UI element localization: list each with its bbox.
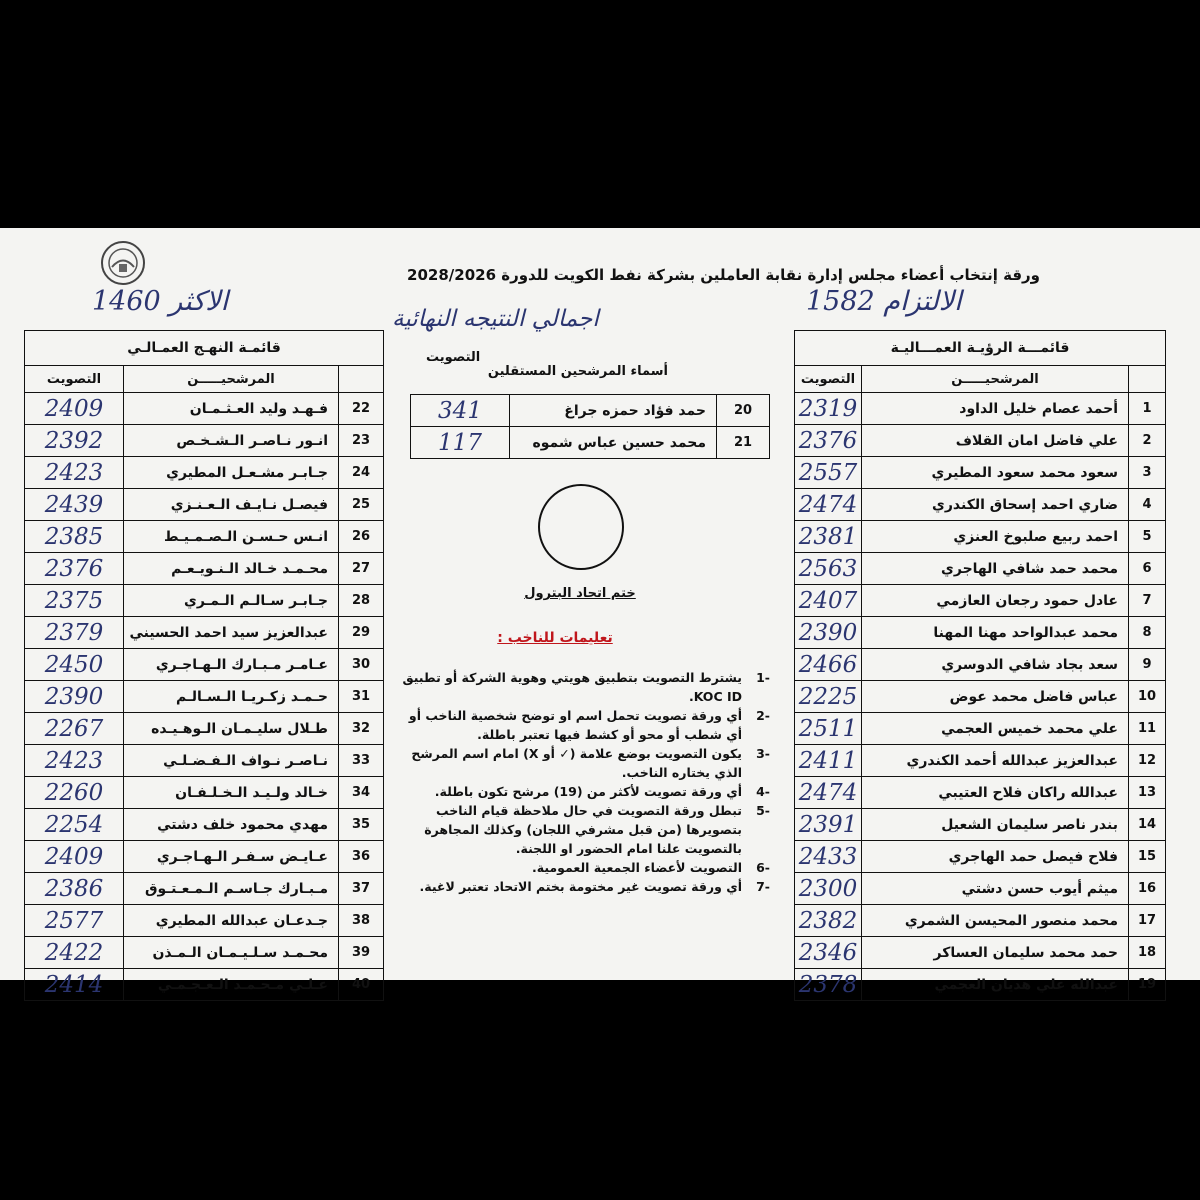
handwritten-votes: 2422 xyxy=(25,937,124,969)
candidate-name: أحمد عصام خليل الداود xyxy=(862,393,1129,425)
candidate-row xyxy=(795,553,1166,585)
candidate-name: طـلال سليـمـان الـوهـيـده xyxy=(124,713,339,745)
handwritten-votes: 2423 xyxy=(25,457,124,489)
candidate-number: 5 xyxy=(1129,521,1166,553)
handwritten-votes: 2577 xyxy=(25,905,124,937)
left-list-title: قائمـة النهـج العمـالـي xyxy=(25,331,384,366)
handwritten-votes: 2300 xyxy=(795,873,862,905)
candidate-row xyxy=(795,873,1166,905)
candidate-number: 11 xyxy=(1129,713,1166,745)
candidate-name: سعد بجاد شافي الدوسري xyxy=(862,649,1129,681)
handwritten-votes: 2474 xyxy=(795,489,862,521)
candidate-number: 30 xyxy=(339,649,384,681)
candidate-number: 12 xyxy=(1129,745,1166,777)
candidate-name: جـابـر سـالـم الـمـري xyxy=(124,585,339,617)
independents-col-names: أسماء المرشحين المستقلين xyxy=(487,364,668,379)
handwritten-votes: 2346 xyxy=(795,937,862,969)
handwritten-votes: 2386 xyxy=(25,873,124,905)
handwritten-votes: 2511 xyxy=(795,713,862,745)
candidate-name: خـالد ولـيـد الـخـلـفـان xyxy=(124,777,339,809)
right-list-title: قائمـــة الرؤيـة العمـــاليـة xyxy=(795,331,1166,366)
union-logo xyxy=(100,240,146,286)
candidate-name: عادل حمود رجعان العازمي xyxy=(862,585,1129,617)
candidate-row xyxy=(795,777,1166,809)
handwritten-votes: 2378 xyxy=(795,969,862,1001)
candidate-name: بندر ناصر سليمان الشعيل xyxy=(862,809,1129,841)
candidate-name: سعود محمد سعود المطيري xyxy=(862,457,1129,489)
candidate-name: محمد حسين عباس شموه xyxy=(510,427,717,459)
candidate-row xyxy=(795,905,1166,937)
handwritten-votes: 2423 xyxy=(25,745,124,777)
candidate-row xyxy=(25,937,384,969)
instruction-item xyxy=(392,706,770,744)
ballot-title: ورقة إنتخاب أعضاء مجلس إدارة نقابة العاملين بشركة نفط الكويت للدورة 2028/2026 xyxy=(407,266,1040,284)
candidate-number: 27 xyxy=(339,553,384,585)
candidate-row xyxy=(795,425,1166,457)
candidate-row xyxy=(25,905,384,937)
instruction-item xyxy=(392,801,770,858)
left-handwritten-total: 1460 الاكثر xyxy=(92,286,229,317)
candidate-row xyxy=(411,427,770,459)
stamp-circle xyxy=(538,484,624,570)
candidate-name: عـامـر مـبـارك الـهـاجـري xyxy=(124,649,339,681)
candidate-row xyxy=(25,745,384,777)
candidate-row xyxy=(25,393,384,425)
instruction-item xyxy=(392,744,770,782)
handwritten-votes: 2375 xyxy=(25,585,124,617)
handwritten-votes: 2450 xyxy=(25,649,124,681)
candidate-number: 2 xyxy=(1129,425,1166,457)
instruction-number: -7 xyxy=(756,879,770,894)
instruction-text: يكون التصويت بوضع علامة (✓ أو X) امام اسم المرشح الذي يختاره الناخب. xyxy=(411,746,742,780)
instruction-item xyxy=(392,858,770,877)
candidate-row xyxy=(25,521,384,553)
candidate-row xyxy=(795,457,1166,489)
candidate-name: علي محمد خميس العجمي xyxy=(862,713,1129,745)
candidate-name: عبدالله راكان فلاح العتيبي xyxy=(862,777,1129,809)
instruction-item xyxy=(392,668,770,706)
instruction-text: التصويت لأعضاء الجمعية العمومية. xyxy=(532,860,742,875)
handwritten-votes: 2319 xyxy=(795,393,862,425)
candidate-row xyxy=(25,425,384,457)
instructions-title: تعليمات للناخب : xyxy=(497,630,613,646)
candidate-name: ضاري احمد إسحاق الكندري xyxy=(862,489,1129,521)
candidate-row xyxy=(25,809,384,841)
candidate-number: 13 xyxy=(1129,777,1166,809)
candidate-name: عبدالعزيز سيد احمد الحسيني xyxy=(124,617,339,649)
handwritten-votes: 2392 xyxy=(25,425,124,457)
handwritten-votes: 2391 xyxy=(795,809,862,841)
handwritten-votes: 2382 xyxy=(795,905,862,937)
handwritten-votes: 2390 xyxy=(795,617,862,649)
handwritten-votes: 2563 xyxy=(795,553,862,585)
candidate-name: ميثم أيوب حسن دشتي xyxy=(862,873,1129,905)
candidate-row xyxy=(795,393,1166,425)
handwritten-votes: 2466 xyxy=(795,649,862,681)
candidate-row xyxy=(795,521,1166,553)
handwritten-votes: 2260 xyxy=(25,777,124,809)
candidate-row xyxy=(795,745,1166,777)
candidate-name: احمد ربيع صلبوخ العنزي xyxy=(862,521,1129,553)
left-col-votes: التصويت xyxy=(25,366,124,393)
candidate-name: عبدالعزيز عبدالله أحمد الكندري xyxy=(862,745,1129,777)
handwritten-votes: 2409 xyxy=(25,841,124,873)
candidate-row xyxy=(795,713,1166,745)
right-handwritten-total: 1582 الالتزام xyxy=(806,286,962,317)
candidate-row xyxy=(795,649,1166,681)
candidate-row xyxy=(795,681,1166,713)
handwritten-votes: 117 xyxy=(411,427,510,459)
instruction-number: -4 xyxy=(756,784,770,799)
handwritten-votes: 2407 xyxy=(795,585,862,617)
candidate-name: حـمـد زكـريـا الـسـالـم xyxy=(124,681,339,713)
candidate-number: 22 xyxy=(339,393,384,425)
candidate-name: مـبـارك جـاسـم الـمـعـتـوق xyxy=(124,873,339,905)
instruction-text: تبطل ورقة التصويت في حال ملاحظة قيام الناخب بتصويرها (من قبل مشرفي اللجان) وكذلك المجاهرة بالتصويت علنا امام الحضور او اللجنة. xyxy=(424,803,742,856)
right-list-table xyxy=(794,330,1166,1001)
candidate-number: 32 xyxy=(339,713,384,745)
handwritten-votes: 2414 xyxy=(25,969,124,1001)
candidate-row xyxy=(795,937,1166,969)
candidate-number: 18 xyxy=(1129,937,1166,969)
candidate-name: علي فاضل امان القلاف xyxy=(862,425,1129,457)
handwritten-votes: 2381 xyxy=(795,521,862,553)
candidate-name: محمد حمد شافي الهاجري xyxy=(862,553,1129,585)
candidate-name: فـهـد وليد العـثـمـان xyxy=(124,393,339,425)
handwritten-votes: 2390 xyxy=(25,681,124,713)
candidate-number: 20 xyxy=(717,395,770,427)
instruction-item xyxy=(392,782,770,801)
candidate-row xyxy=(25,681,384,713)
instruction-number: -6 xyxy=(756,860,770,875)
candidate-number: 15 xyxy=(1129,841,1166,873)
left-list-table xyxy=(24,330,384,1001)
candidate-number: 3 xyxy=(1129,457,1166,489)
candidate-row xyxy=(795,969,1166,1001)
handwritten-votes: 2385 xyxy=(25,521,124,553)
candidate-name: انـور نـاصـر الـشـخـص xyxy=(124,425,339,457)
candidate-name: حمد محمد سليمان العساكر xyxy=(862,937,1129,969)
instruction-text: يشترط التصويت بتطبيق هويتي وهوية الشركة أو تطبيق KOC ID. xyxy=(402,670,742,704)
candidate-number: 23 xyxy=(339,425,384,457)
handwritten-final-note: اجمالي النتيجه النهائية xyxy=(392,306,599,332)
right-col-votes: التصويت xyxy=(795,366,862,393)
independents-header xyxy=(398,346,778,392)
handwritten-votes: 2376 xyxy=(25,553,124,585)
candidate-number: 8 xyxy=(1129,617,1166,649)
candidate-number: 25 xyxy=(339,489,384,521)
candidate-row xyxy=(25,841,384,873)
candidate-number: 1 xyxy=(1129,393,1166,425)
candidate-number: 37 xyxy=(339,873,384,905)
candidate-name: محـمـد خـالد الـنـويـعـم xyxy=(124,553,339,585)
handwritten-votes: 2433 xyxy=(795,841,862,873)
candidate-name: نـاصـر نـواف الـفـضـلـي xyxy=(124,745,339,777)
candidate-row xyxy=(25,873,384,905)
candidate-number: 40 xyxy=(339,969,384,1001)
candidate-row xyxy=(795,841,1166,873)
candidate-row xyxy=(25,457,384,489)
candidate-number: 24 xyxy=(339,457,384,489)
candidate-name: عباس فاضل محمد عوض xyxy=(862,681,1129,713)
candidate-number: 36 xyxy=(339,841,384,873)
handwritten-votes: 2409 xyxy=(25,393,124,425)
candidate-number: 35 xyxy=(339,809,384,841)
candidate-name: جـدعـان عبدالله المطيري xyxy=(124,905,339,937)
candidate-row xyxy=(795,489,1166,521)
handwritten-votes: 2474 xyxy=(795,777,862,809)
candidate-name: عـايـض سـفـر الـهـاجـري xyxy=(124,841,339,873)
handwritten-votes: 2254 xyxy=(25,809,124,841)
candidate-row xyxy=(795,617,1166,649)
candidate-number: 33 xyxy=(339,745,384,777)
candidate-row xyxy=(25,553,384,585)
instructions-list xyxy=(392,668,770,896)
handwritten-votes: 2379 xyxy=(25,617,124,649)
candidate-number: 17 xyxy=(1129,905,1166,937)
candidate-number: 29 xyxy=(339,617,384,649)
candidate-row xyxy=(25,617,384,649)
candidate-number: 19 xyxy=(1129,969,1166,1001)
candidate-row xyxy=(25,777,384,809)
candidate-name: فيصـل نـايـف الـعـنـزي xyxy=(124,489,339,521)
handwritten-votes: 2439 xyxy=(25,489,124,521)
instruction-text: أي ورقة تصويت لأكثر من (19) مرشح تكون باطلة. xyxy=(434,784,742,799)
right-col-candidates: المرشحيـــــن xyxy=(862,366,1129,393)
candidate-name: مهدي محمود خلف دشتي xyxy=(124,809,339,841)
candidate-name: عبدالله علي هديان العجمي xyxy=(862,969,1129,1001)
handwritten-votes: 2267 xyxy=(25,713,124,745)
stamp-label: ختم اتحاد البترول xyxy=(524,586,636,601)
candidate-name: انـس حـسـن الـصـمـيـط xyxy=(124,521,339,553)
candidate-row xyxy=(795,809,1166,841)
handwritten-votes: 2225 xyxy=(795,681,862,713)
instruction-text: أي ورقة تصويت تحمل اسم او توضح شخصية الناخب أو أي شطب أو محو أو كشط فيها تعتبر باطلة. xyxy=(408,708,742,742)
candidate-name: محـمـد سـلـيـمـان الـمـذن xyxy=(124,937,339,969)
candidate-name: حمد فؤاد حمزه جراغ xyxy=(510,395,717,427)
candidate-row xyxy=(411,395,770,427)
candidate-number: 31 xyxy=(339,681,384,713)
candidate-number: 6 xyxy=(1129,553,1166,585)
independents-table xyxy=(410,394,770,459)
candidate-number: 7 xyxy=(1129,585,1166,617)
candidate-name: فلاح فيصل حمد الهاجري xyxy=(862,841,1129,873)
candidate-number: 21 xyxy=(717,427,770,459)
candidate-number: 16 xyxy=(1129,873,1166,905)
candidate-row xyxy=(25,713,384,745)
candidate-row xyxy=(25,649,384,681)
candidate-name: عـلـي مـحـمـد الـعـجـمـي xyxy=(124,969,339,1001)
candidate-name: محمد منصور المحيسن الشمري xyxy=(862,905,1129,937)
left-col-candidates: المرشحيـــــن xyxy=(124,366,339,393)
instruction-text: أي ورقة تصويت غير مختومة بختم الاتحاد تعتبر لاغية. xyxy=(419,879,742,894)
candidate-number: 4 xyxy=(1129,489,1166,521)
instruction-number: -3 xyxy=(756,746,770,761)
candidate-number: 14 xyxy=(1129,809,1166,841)
candidate-number: 26 xyxy=(339,521,384,553)
instruction-number: -5 xyxy=(756,803,770,818)
instruction-item xyxy=(392,877,770,896)
independents-col-votes: التصويت xyxy=(426,350,481,365)
candidate-number: 10 xyxy=(1129,681,1166,713)
candidate-row xyxy=(25,969,384,1001)
candidate-number: 34 xyxy=(339,777,384,809)
candidate-number: 9 xyxy=(1129,649,1166,681)
candidate-name: محمد عبدالواحد مهنا المهنا xyxy=(862,617,1129,649)
candidate-name: جـابـر مشـعـل المطيري xyxy=(124,457,339,489)
handwritten-votes: 2557 xyxy=(795,457,862,489)
candidate-row xyxy=(795,585,1166,617)
candidate-number: 39 xyxy=(339,937,384,969)
handwritten-votes: 341 xyxy=(411,395,510,427)
handwritten-votes: 2411 xyxy=(795,745,862,777)
handwritten-votes: 2376 xyxy=(795,425,862,457)
candidate-row xyxy=(25,489,384,521)
instruction-number: -1 xyxy=(756,670,770,685)
candidate-number: 28 xyxy=(339,585,384,617)
candidate-row xyxy=(25,585,384,617)
instruction-number: -2 xyxy=(756,708,770,723)
candidate-number: 38 xyxy=(339,905,384,937)
